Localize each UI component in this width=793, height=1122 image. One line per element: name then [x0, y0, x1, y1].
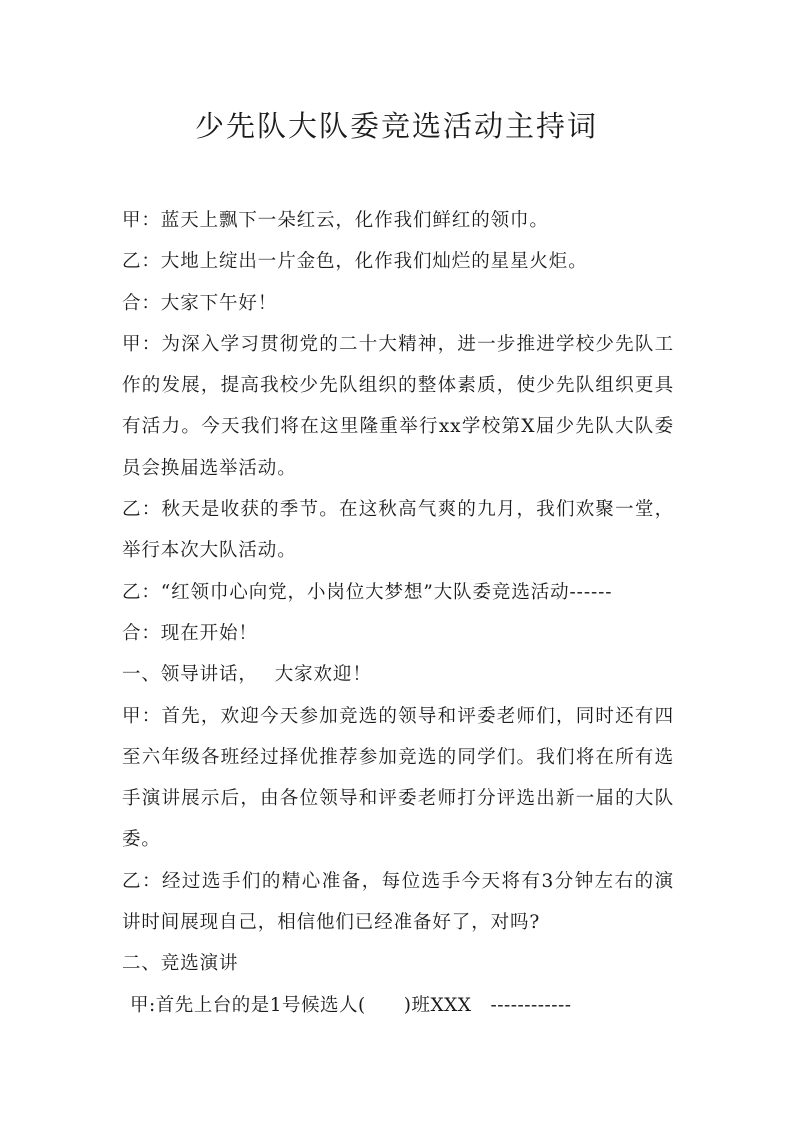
- document-body: [122, 200, 674, 1026]
- paragraph-yi-autumn: 乙：秋天是收获的季节。在这秋高气爽的九月，我们欢聚一堂，举行本次大队活动。: [122, 499, 674, 562]
- paragraph-jia-first-candidate: 甲:首先上台的是1号候选人( )班XXX ------------: [130, 994, 572, 1016]
- paragraph-yi-preparation: 乙：经过选手们的精心准备，每位选手今天将有3分钟左右的演讲时间展现自己，相信他们已经准备好了，对吗?: [122, 870, 674, 934]
- paragraph-jia-opening: 甲：蓝天上飘下一朵红云，化作我们鲜红的领巾。: [122, 210, 549, 231]
- paragraph-jia-welcome: 甲：首先，欢迎今天参加竞选的领导和评委老师们，同时还有四至六年级各班经过择优推荐参加竞选的同学们。我们将在所有选手演讲展示后，由各位领导和评委老师打分评选出新一届的大队委。: [122, 705, 674, 851]
- section-heading-leader-speech: 一、领导讲话， 大家欢迎！: [122, 664, 372, 686]
- paragraph-he-start: 合：现在开始！: [122, 622, 258, 644]
- paragraph-jia-purpose: 甲：为深入学习贯彻党的二十大精神，进一步推进学校少先队工作的发展，提高我校少先队组织的整体素质，使少先队组织更具有活力。今天我们将在这里隆重举行xx学校第X届少先队大队委员会换届选举活动。: [122, 333, 674, 479]
- document-title: 少先队大队委竞选活动主持词: [194, 109, 598, 143]
- paragraph-yi-theme: 乙：“红领巾心向党，小岗位大梦想”大队委竞选活动------: [122, 581, 613, 603]
- section-heading-campaign-speech: 二、竞选演讲: [122, 953, 239, 975]
- paragraph-he-greeting: 合：大家下午好！: [122, 292, 278, 314]
- paragraph-yi-opening: 乙：大地上绽出一片金色，化作我们灿烂的星星火炬。: [122, 251, 588, 273]
